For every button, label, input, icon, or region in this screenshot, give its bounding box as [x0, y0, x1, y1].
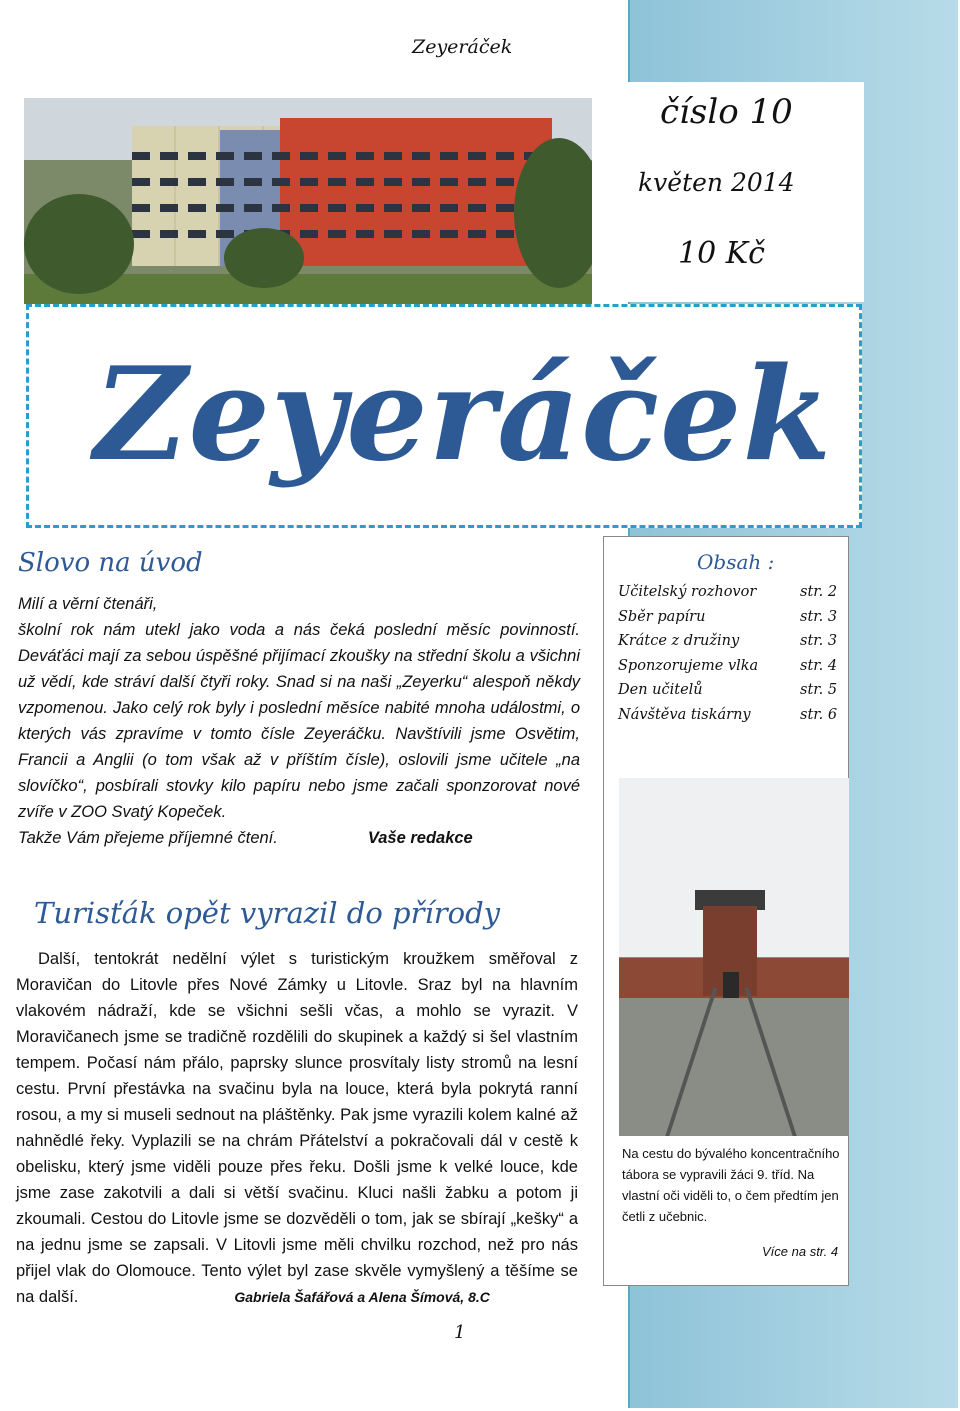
contents-item-label: Sběr papíru — [618, 608, 706, 625]
building-red-section — [280, 118, 552, 266]
tree — [224, 228, 304, 288]
auschwitz-gate-photo — [619, 778, 849, 1136]
article-author: Gabriela Šafářová a Alena Šímová, 8.C — [234, 1289, 490, 1305]
contents-item-page: str. 5 — [800, 682, 838, 698]
intro-signature: Vaše redakce — [367, 829, 473, 847]
window-row — [132, 152, 552, 160]
contents-item-label: Krátce z družiny — [618, 633, 740, 649]
rail-track — [745, 988, 798, 1136]
contents-item-page: str. 2 — [800, 584, 838, 600]
photo-caption: Na cestu do bývalého koncentračního tábora se vypravili žáci 9. tříd. Na vlastní oči viděli to, o čem předtím jen četli z učebnic. — [622, 1146, 840, 1224]
intro-paragraph: školní rok nám utekl jako voda a nás čeká poslední měsíc povinností. Deváťáci mají za sebou úspěšné přijímací zkoušky na střední školu a všichni už vědí, kde stráví další čtyři roky. Snad si na naši „Zeyerku“ alespoň někdy vzpomenou. Jako celý rok byly i poslední měsíce nabité mnoha událostmi, o kterých vás zpravíme v tomto čísle Zeyeráčku. Navštívili jsme Osvětim, Francii a Anglii (o tom však až v příštím čísle), oslovili jsme učitele „na slovíčko“, posbírali stovky kilo papíru nebo jsme začali sponzorovat nové zvíře v ZOO Svatý Kopeček. — [18, 621, 580, 821]
contents-item[interactable] — [618, 682, 840, 707]
intro-closing-line — [18, 825, 580, 851]
contents-item[interactable] — [618, 707, 840, 732]
contents-item-page: str. 3 — [800, 608, 838, 625]
contents-item[interactable] — [618, 609, 840, 634]
contents-title: Obsah : — [697, 550, 775, 574]
contents-list — [618, 584, 840, 731]
intro-greeting: Milí a věrní čtenáři, — [18, 595, 158, 613]
window-row — [132, 204, 552, 212]
issue-number: číslo 10 — [660, 92, 793, 132]
window-row — [132, 178, 552, 186]
contents-item-page: str. 4 — [800, 657, 838, 674]
school-building-photo — [24, 98, 592, 304]
running-head: Zeyeráček — [412, 36, 513, 58]
intro-heading: Slovo na úvod — [18, 548, 203, 578]
article-body — [16, 946, 578, 1310]
contents-item-page: str. 6 — [800, 706, 838, 723]
article-heading: Turisťák opět vyrazil do přírody — [34, 896, 501, 930]
contents-item-label: Den učitelů — [618, 682, 703, 698]
contents-item[interactable] — [618, 633, 840, 658]
issue-price: 10 Kč — [678, 236, 765, 271]
issue-date: květen 2014 — [638, 168, 795, 197]
more-link[interactable]: Více na str. 4 — [762, 1244, 839, 1259]
masthead-title: Zeyeráček — [94, 340, 833, 490]
rail-track — [665, 988, 718, 1136]
article-text: Další, tentokrát nedělní výlet s turistickým kroužkem směřoval z Moravičan do Litovle přes Nové Zámky u Litovle. Sraz byl na hlavním vlakovém nádraží, kde se všichni sešli včas, a mohlo se vyrazit. V Moravičanech jsme se tradičně rozdělili do skupinek a každý si šel vlastním tempem. Počasí nám přálo, paprsky slunce prosvítaly listy stromů na lesní cestu. První přestávka na svačinu byla na louce, která byla pokrytá ranní rosou, a my si museli sednout na pláštěnky. Pak jsme vyrazili kolem kalné až nahnědlé řeky. Vyplazili se na chrám Přátelství a pokračovali dál v cestě k obelisku, který jsme viděli pouze přes řeku. Došli jsme k velké louce, kde jsme zase zakotvili a dali si větší svačinu. Kluci našli žabku a potom ji zkoumali. Cestou do Litovle jsme se dozvěděli o tom, jak se sbírají „kešky“ a na jednu jsme se zapsali. V Litovli jsme měli chvilku rozchod, než pro nás přijel vlak do Olomouce. Tento výlet byl zase skvěle vymyšlený a těšíme se na další. — [16, 950, 578, 1306]
intro-body — [18, 591, 580, 851]
gate-opening — [723, 972, 739, 998]
contents-item[interactable] — [618, 584, 840, 609]
contents-item-page: str. 3 — [800, 633, 838, 649]
contents-item-label: Návštěva tiskárny — [618, 706, 751, 723]
contents-item-label: Sponzorujeme vlka — [618, 657, 759, 674]
page-number: 1 — [454, 1322, 466, 1343]
intro-closing: Takže Vám přejeme příjemné čtení. — [18, 829, 278, 847]
tree — [24, 194, 134, 294]
window-row — [132, 230, 552, 238]
contents-item[interactable] — [618, 658, 840, 683]
contents-item-label: Učitelský rozhovor — [618, 584, 757, 600]
